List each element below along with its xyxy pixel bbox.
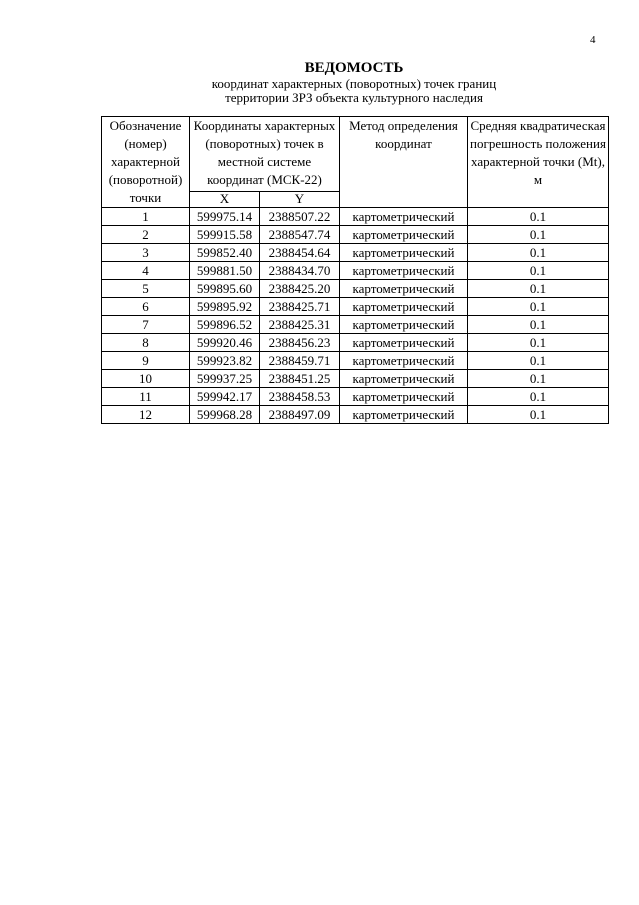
- header-x: X: [190, 192, 260, 208]
- cell-error: 0.1: [468, 388, 609, 406]
- table-row: [102, 226, 609, 244]
- cell-point: 9: [102, 352, 190, 370]
- cell-x: 599923.82: [190, 352, 260, 370]
- cell-error: 0.1: [468, 352, 609, 370]
- table-header: [102, 117, 609, 208]
- cell-x: 599975.14: [190, 208, 260, 226]
- header-coordinates: Координаты характерных (поворотных) точек в местной системе координат (МСК-22): [190, 117, 340, 192]
- cell-method: картометрический: [340, 280, 468, 298]
- cell-error: 0.1: [468, 244, 609, 262]
- cell-point: 5: [102, 280, 190, 298]
- cell-point: 12: [102, 406, 190, 424]
- cell-method: картометрический: [340, 298, 468, 316]
- document-subtitle-line-2: территории ЗРЗ объекта культурного наследия: [225, 90, 483, 105]
- cell-point: 4: [102, 262, 190, 280]
- cell-point: 8: [102, 334, 190, 352]
- cell-y: 2388425.20: [260, 280, 340, 298]
- cell-y: 2388434.70: [260, 262, 340, 280]
- cell-x: 599895.60: [190, 280, 260, 298]
- cell-method: картометрический: [340, 352, 468, 370]
- cell-error: 0.1: [468, 262, 609, 280]
- cell-point: 2: [102, 226, 190, 244]
- cell-error: 0.1: [468, 370, 609, 388]
- cell-point: 7: [102, 316, 190, 334]
- cell-point: 3: [102, 244, 190, 262]
- table-row: [102, 406, 609, 424]
- cell-method: картометрический: [340, 388, 468, 406]
- table-row: [102, 388, 609, 406]
- cell-x: 599852.40: [190, 244, 260, 262]
- cell-point: 1: [102, 208, 190, 226]
- table-row: [102, 298, 609, 316]
- header-method: Метод определения координат: [340, 117, 468, 208]
- cell-x: 599937.25: [190, 370, 260, 388]
- cell-y: 2388456.23: [260, 334, 340, 352]
- cell-method: картометрический: [340, 334, 468, 352]
- cell-y: 2388451.25: [260, 370, 340, 388]
- cell-x: 599895.92: [190, 298, 260, 316]
- table-row: [102, 244, 609, 262]
- cell-point: 6: [102, 298, 190, 316]
- table-row: [102, 352, 609, 370]
- cell-x: 599968.28: [190, 406, 260, 424]
- header-y: Y: [260, 192, 340, 208]
- cell-y: 2388425.31: [260, 316, 340, 334]
- cell-y: 2388507.22: [260, 208, 340, 226]
- cell-method: картометрический: [340, 208, 468, 226]
- table-row: [102, 208, 609, 226]
- table-body: [102, 208, 609, 424]
- cell-method: картометрический: [340, 244, 468, 262]
- cell-method: картометрический: [340, 316, 468, 334]
- cell-y: 2388458.53: [260, 388, 340, 406]
- cell-method: картометрический: [340, 262, 468, 280]
- cell-method: картометрический: [340, 406, 468, 424]
- cell-point: 11: [102, 388, 190, 406]
- cell-y: 2388425.71: [260, 298, 340, 316]
- cell-y: 2388459.71: [260, 352, 340, 370]
- header-error: Средняя квадратическая погрешность положения характерной точки (Mt), м: [468, 117, 609, 208]
- cell-error: 0.1: [468, 208, 609, 226]
- cell-x: 599942.17: [190, 388, 260, 406]
- document-subtitle-line-1: координат характерных (поворотных) точек границ: [211, 76, 497, 91]
- coordinates-table: [101, 116, 609, 424]
- cell-y: 2388454.64: [260, 244, 340, 262]
- cell-error: 0.1: [468, 316, 609, 334]
- cell-error: 0.1: [468, 298, 609, 316]
- table-row: [102, 316, 609, 334]
- cell-point: 10: [102, 370, 190, 388]
- cell-y: 2388497.09: [260, 406, 340, 424]
- cell-y: 2388547.74: [260, 226, 340, 244]
- cell-error: 0.1: [468, 334, 609, 352]
- cell-method: картометрический: [340, 226, 468, 244]
- cell-x: 599881.50: [190, 262, 260, 280]
- table-row: [102, 334, 609, 352]
- cell-method: картометрический: [340, 370, 468, 388]
- cell-x: 599915.58: [190, 226, 260, 244]
- title-block: [100, 60, 608, 105]
- table-row: [102, 370, 609, 388]
- table-row: [102, 280, 609, 298]
- document-title: ВЕДОМОСТЬ: [304, 60, 404, 76]
- table-row: [102, 262, 609, 280]
- page-number: 4: [590, 34, 596, 46]
- header-point: Обозначение (номер) характерной (поворотной) точки: [102, 117, 190, 208]
- cell-x: 599896.52: [190, 316, 260, 334]
- cell-error: 0.1: [468, 226, 609, 244]
- cell-x: 599920.46: [190, 334, 260, 352]
- cell-error: 0.1: [468, 280, 609, 298]
- cell-error: 0.1: [468, 406, 609, 424]
